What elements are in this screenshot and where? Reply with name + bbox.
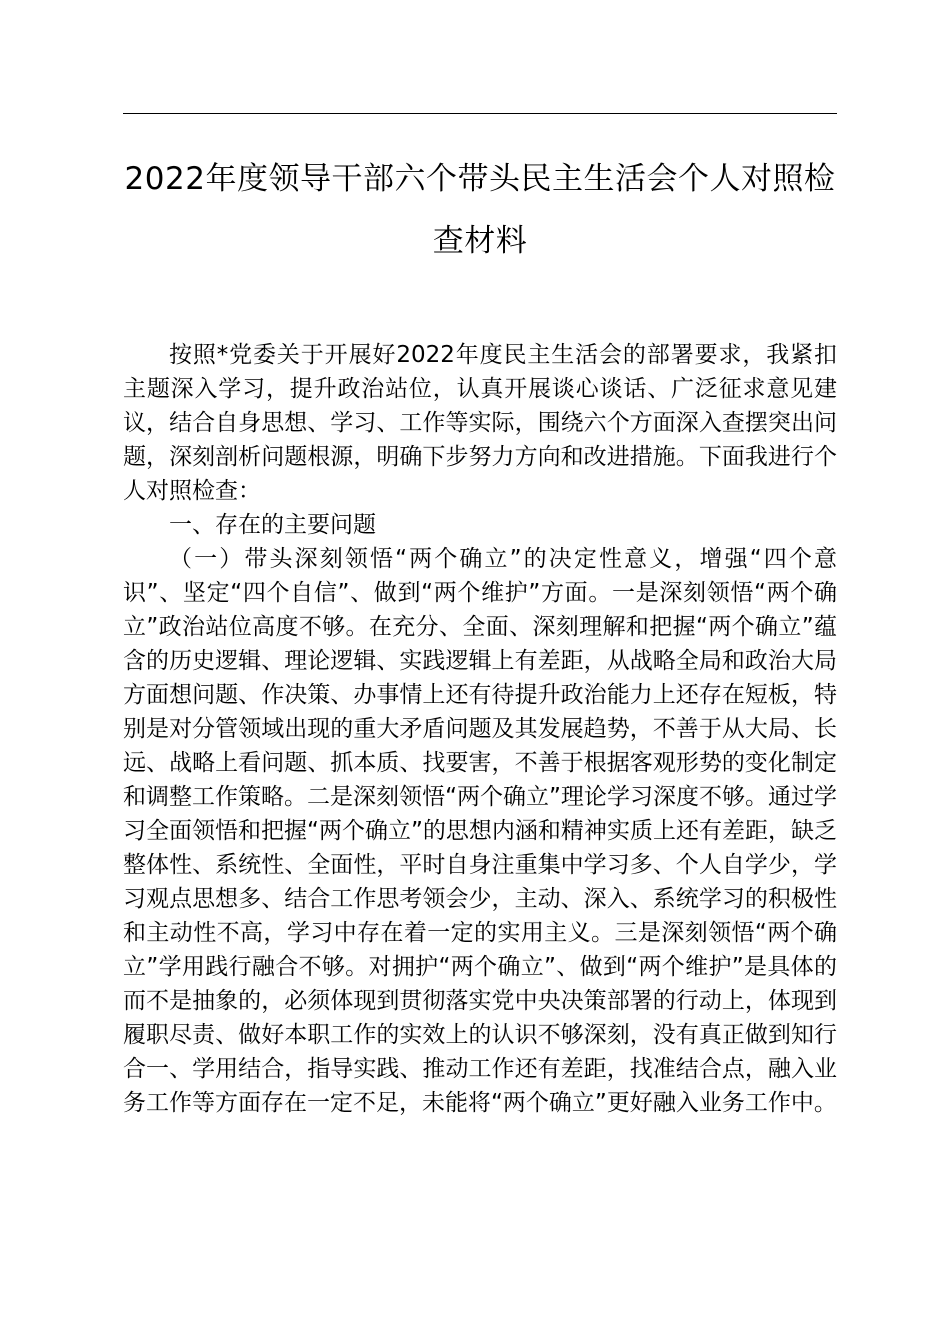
- document-title: 2022年度领导干部六个带头民主生活会个人对照检查材料: [124, 161, 836, 259]
- section-heading: 一、存在的主要问题: [169, 512, 376, 538]
- body-paragraph: （一）带头深刻领悟“两个确立”的决定性意义，增强“四个意识”、坚定“四个自信”、做到“两个维护”方面。一是深刻领悟“两个确立”政治站位高度不够。在充分、全面、深刻理解和把握“两个确立”蕴含的历史逻辑、理论逻辑、实践逻辑上有差距，从战略全局和政治大局方面想问题、作决策、办事情上还有待提升政治能力上还存在短板，特别是对分管领域出现的重大矛盾问题及其发展趋势，不善于从大局、长远、战略上看问题、抓本质、找要害，不善于根据客观形势的变化制定和调整工作策略。二是深刻领悟“两个确立”理论学习深度不够。通过学习全面领悟和把握“两个确立”的思想内涵和精神实质上还有差距，缺乏整体性、系统性、全面性，平时自身注重集中学习多、个人自学少，学习观点思想多、结合工作思考领会少，主动、深入、系统学习的积极性和主动性不高，学习中存在着一定的实用主义。三是深刻领悟“两个确立”学用践行融合不够。对拥护“两个确立”、做到“两个维护”是具体的而不是抽象的，必须体现到贯彻落实党中央决策部署的行动上，体现到履职尽责、做好本职工作的实效上的认识不够深刻，没有真正做到知行合一、学用结合，指导实践、推动工作还有差距，找准结合点，融入业务工作等方面存在一定不足，未能将“两个确立”更好融入业务工作中。: [123, 546, 837, 1116]
- intro-paragraph: 按照*党委关于开展好2022年度民主生活会的部署要求，我紧扣主题深入学习，提升政治站位，认真开展谈心谈话、广泛征求意见建议，结合自身思想、学习、工作等实际，围绕六个方面深入查摆突出问题，深刻剖析问题根源，明确下步努力方向和改进措施。下面我进行个人对照检查：: [123, 342, 837, 504]
- document-body: [123, 338, 837, 1120]
- header-rule: [123, 113, 837, 114]
